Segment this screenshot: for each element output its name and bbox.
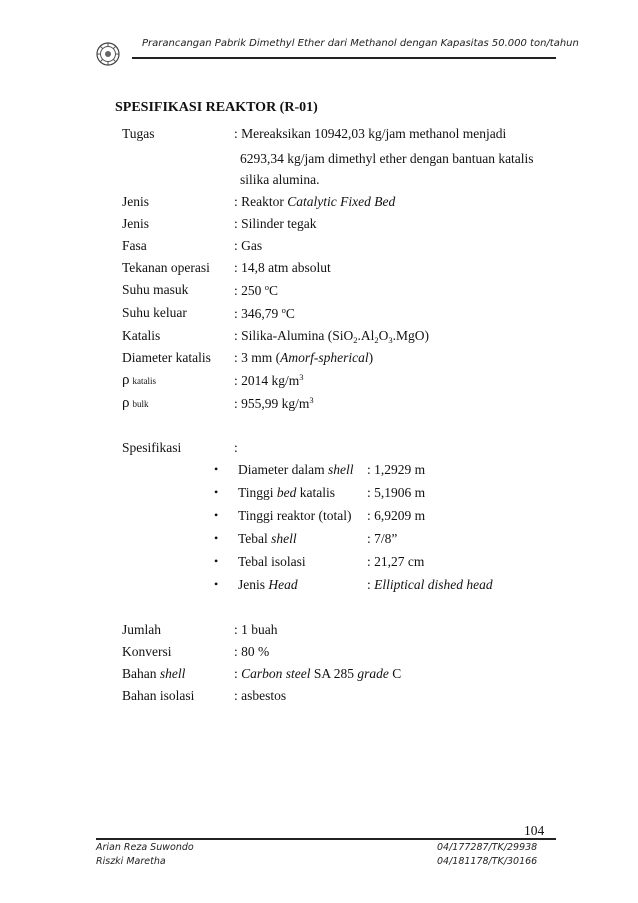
footer-rule — [96, 838, 556, 840]
spec-item-label: Tebal isolasi — [238, 554, 306, 569]
label-diameter-katalis: Diameter katalis — [122, 350, 211, 365]
label-rho-katalis: ρkatalis — [122, 372, 156, 388]
spec-item-value: : 5,1906 m — [367, 485, 426, 500]
spec-item-label: Jenis Head — [238, 577, 298, 592]
footer-author-1: Arian Reza Suwondo — [96, 842, 194, 853]
footer-student-id-1: 04/177287/TK/29938 — [437, 842, 538, 853]
label-tugas: Tugas — [122, 126, 155, 141]
value-jenis-reaktor: : Reaktor Catalytic Fixed Bed — [234, 194, 396, 209]
bullet-icon: • — [214, 508, 219, 522]
label-bahan-shell: Bahan shell — [122, 666, 186, 681]
label-konversi: Konversi — [122, 644, 172, 659]
value-katalis: : Silika-Alumina $(SiO_2.Al_2O_3.MgO)$ — [234, 328, 429, 345]
value-bahan-shell: : Carbon steel SA 285 grade C — [234, 666, 402, 681]
value-suhu-keluar: : 346,79 $^o$C — [234, 305, 295, 321]
value-tugas-line1: : Mereaksikan 10942,03 kg/jam methanol menjadi — [234, 126, 507, 141]
bullet-icon: • — [214, 554, 219, 568]
spec-item-label: Tebal shell — [238, 531, 297, 546]
value-spesifikasi: : — [234, 440, 238, 455]
page-number: 104 — [524, 823, 545, 838]
label-jenis: Jenis — [122, 194, 149, 209]
bullet-icon: • — [214, 531, 219, 545]
label-katalis: Katalis — [122, 328, 161, 343]
running-header: Prarancangan Pabrik Dimethyl Ether dari Methanol dengan Kapasitas 50.000 ton/tahun — [142, 38, 579, 49]
bullet-icon: • — [214, 485, 219, 499]
value-tugas-line2: 6293,34 kg/jam dimethyl ether dengan bantuan katalis — [240, 151, 534, 166]
spec-item-value: : 1,2929 m — [367, 462, 426, 477]
value-jenis-silinder: : Silinder tegak — [234, 216, 317, 231]
label-suhu-keluar: Suhu keluar — [122, 305, 187, 320]
value-rho-katalis: : 2014 $kg/m^3$ — [234, 372, 304, 388]
bullet-icon: • — [214, 462, 219, 476]
label-suhu-masuk: Suhu masuk — [122, 282, 189, 297]
value-tekanan-operasi: : 14,8 atm absolut — [234, 260, 331, 275]
value-konversi: : 80 % — [234, 644, 270, 659]
value-diameter-katalis: : 3 mm (Amorf-spherical) — [234, 350, 374, 365]
label-fasa: Fasa — [122, 238, 147, 253]
label-bahan-isolasi: Bahan isolasi — [122, 688, 195, 703]
header-rule — [132, 57, 556, 59]
university-seal-logo — [96, 42, 120, 66]
spec-item-value: : 6,9209 m — [367, 508, 426, 523]
value-fasa: : Gas — [234, 238, 263, 253]
spec-item-label: Diameter dalam shell — [238, 462, 354, 477]
spec-item-value: : 7/8” — [367, 531, 398, 546]
label-jenis: Jenis — [122, 216, 149, 231]
spec-item-label: Tinggi reaktor (total) — [238, 508, 352, 523]
value-tugas-line3: silika alumina. — [240, 172, 320, 187]
bullet-icon: • — [214, 577, 219, 591]
value-rho-bulk: : 955,99 $kg/m^3$ — [234, 395, 314, 411]
footer-author-2: Riszki Maretha — [96, 856, 166, 867]
spec-item-value: : 21,27 cm — [367, 554, 425, 569]
spec-item-label: Tinggi bed katalis — [238, 485, 336, 500]
footer-student-id-2: 04/181178/TK/30166 — [437, 856, 538, 867]
label-rho-bulk: ρbulk — [122, 395, 149, 411]
label-spesifikasi: Spesifikasi — [122, 440, 182, 455]
value-suhu-masuk: : 250 $^o$C — [234, 282, 279, 298]
spec-item-value: : Elliptical dished head — [367, 577, 493, 592]
value-bahan-isolasi: : asbestos — [234, 688, 287, 703]
section-title: SPESIFIKASI REAKTOR (R-01) — [115, 100, 318, 115]
label-jumlah: Jumlah — [122, 622, 161, 637]
label-tekanan-operasi: Tekanan operasi — [122, 260, 210, 275]
value-jumlah: : 1 buah — [234, 622, 278, 637]
